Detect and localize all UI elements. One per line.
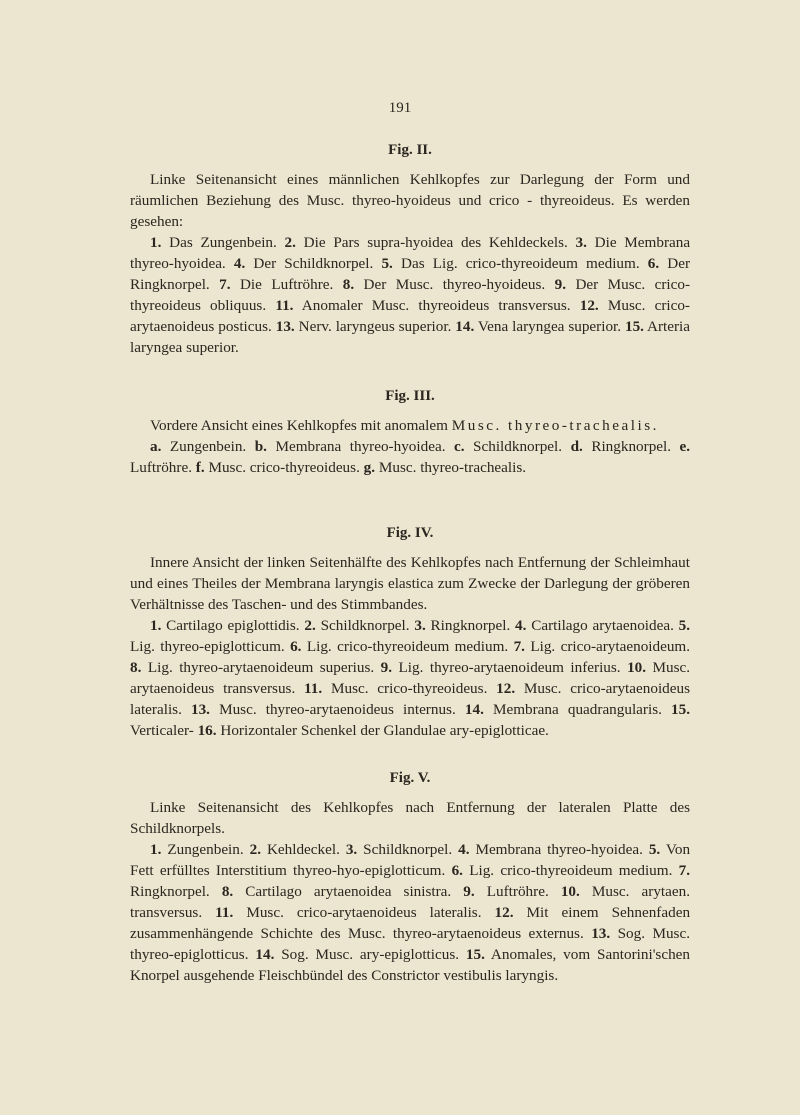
figure-description: Innere Ansicht der linken Seitenhälfte des Kehlkopfes nach Entfernung der Schleimhaut und eines Theiles der Membrana laryngis elastica zum Zwecke der Darlegung der gröberen Verhältnisse des Taschen- und des Stimmbandes.: [130, 554, 690, 613]
figure-legend: a. Zungenbein. b. Membrana thyreo-hyoidea. c. Schildknorpel. d. Ringknorpel. e. Luftröhre. f. Musc. crico-thyreoideus. g. Musc. thyreo-trachealis.: [130, 438, 691, 476]
figure-section-ii: [130, 142, 690, 358]
figure-legend: 1. Das Zungenbein. 2. Die Pars supra-hyoidea des Kehldeckels. 3. Die Membrana thyreo-hyoidea. 4. Der Schildknorpel. 5. Das Lig. crico-thyreoideum medium. 6. Der Ringknorpel. 7. Die Luftröhre. 8. Der Musc. thyreo-hyoideus. 9. Der Musc. crico-thyreoideus obliquus. 11. Anomaler Musc. thyreoideus transversus. 12. Musc. crico-arytaenoideus posticus. 13. Nerv. laryngeus superior. 14. Vena laryngea superior. 15. Arteria laryngea superior.: [130, 234, 691, 356]
figure-legend: 1. Cartilago epiglottidis. 2. Schildknorpel. 3. Ringknorpel. 4. Cartilago arytaenoidea. 5. Lig. thyreo-epiglotticum. 6. Lig. crico-thyreoideum medium. 7. Lig. crico-arytaenoideum. 8. Lig. thyreo-arytaenoideum superius. 9. Lig. thyreo-arytaenoideum inferius. 10. Musc. arytaenoideus transversus. 11. Musc. crico-thyreoideus. 12. Musc. crico-arytaenoideus lateralis. 13. Musc. thyreo-arytaenoideus internus. 14. Membrana quadrangularis. 15. Verticaler- 16. Horizontaler Schenkel der Glandulae ary-epiglotticae.: [130, 617, 691, 739]
figure-section-iii: [130, 388, 690, 478]
page-number: 191: [388, 100, 412, 116]
figure-legend: 1. Zungenbein. 2. Kehldeckel. 3. Schildknorpel. 4. Membrana thyreo-hyoidea. 5. Von Fett erfülltes Interstitium thyreo-hyo-epiglotticum. 6. Lig. crico-thyreoideum medium. 7. Ringknorpel. 8. Cartilago arytaenoidea sinistra. 9. Luftröhre. 10. Musc. arytaen. transversus. 11. Musc. crico-arytaenoideus lateralis. 12. Mit einem Sehnenfaden zusammenhängende Schichte des Musc. thyreo-arytaenoideus externus. 13. Sog. Musc. thyreo-epiglotticus. 14. Sog. Musc. ary-epiglotticus. 15. Anomales, vom Santorini'schen Knorpel ausgehende Fleischbündel des Constrictor vestibulis laryngis.: [130, 841, 691, 984]
figure-section-iv: [130, 525, 690, 741]
figure-heading: Fig. V.: [389, 770, 431, 786]
figure-heading: Fig. II.: [388, 142, 432, 158]
figure-section-v: [130, 770, 690, 986]
figure-heading: Fig. IV.: [386, 525, 434, 541]
figure-description: Linke Seitenansicht eines männlichen Kehlkopfes zur Darlegung der Form und räumlichen Beziehung des Musc. thyreo-hyoideus und crico - thyreoideus. Es werden gesehen:: [130, 171, 690, 230]
figure-description: Vordere Ansicht eines Kehlkopfes mit anomalem Musc. thyreo-trachealis.: [150, 417, 659, 434]
figure-heading: Fig. III.: [385, 388, 435, 404]
figure-description: Linke Seitenansicht des Kehlkopfes nach Entfernung der lateralen Platte des Schildknorpels.: [130, 799, 690, 837]
